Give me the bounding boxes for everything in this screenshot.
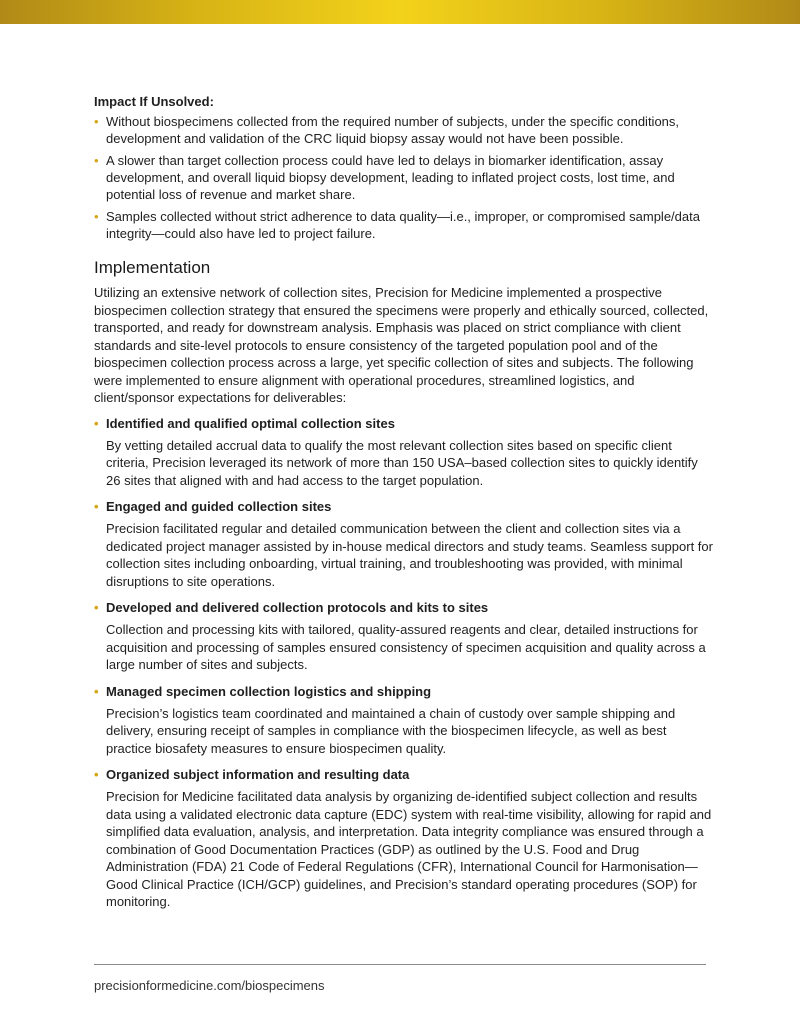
implementation-item-title: • Identified and qualified optimal collection sites xyxy=(94,415,395,431)
impact-bullet: • Without biospecimens collected from the required number of subjects, under the specific conditions, development and validation of the CRC liquid biopsy assay would not have been possible. xyxy=(94,114,680,146)
implementation-item xyxy=(94,683,714,758)
bullet-dot-icon: • xyxy=(94,415,99,431)
implementation-item-body: Precision’s logistics team coordinated and maintained a chain of custody over sample shipping and delivery, ensuring receipt of samples in compliance with the biospecimen lifecycle, as well as best practice biosafety measures to ensure biospecimen quality. xyxy=(106,705,676,756)
implementation-item-title: • Managed specimen collection logistics and shipping xyxy=(94,683,432,699)
implementation-heading: Implementation xyxy=(94,258,211,277)
implementation-item-title: • Developed and delivered collection protocols and kits to sites xyxy=(94,600,489,615)
implementation-item-body: Precision facilitated regular and detailed communication between the client and collection sites via a dedicated project manager assisted by in-house medical directors and study teams. Seamless support for collection sites including onboarding, virtual training, and troubleshooting was provided, with minimal disruptions to site operations. xyxy=(106,521,713,589)
implementation-intro: Utilizing an extensive network of collection sites, Precision for Medicine implemented a prospective biospecimen collection strategy that ensured the specimens were properly and ethically sourced, collected, transported, and ready for downstream analysis. Emphasis was placed on strict compliance with client standards and site-level protocols to ensure consistency of the targeted population pool and of the biospecimen collection process across a large, yet specific collection of sites and subjects. The following were implemented to ensure alignment with operational procedures, streamlined logistics, and client/sponsor expectations for deliverables: xyxy=(94,285,709,405)
implementation-item xyxy=(94,498,714,590)
bullet-dot-icon: • xyxy=(94,683,99,699)
header-gold-bar xyxy=(0,0,800,24)
implementation-item xyxy=(94,415,714,490)
bullet-dot-icon: • xyxy=(94,209,99,224)
bullet-dot-icon: • xyxy=(94,499,99,514)
impact-bullet-list xyxy=(94,113,714,242)
bullet-dot-icon: • xyxy=(94,153,99,168)
footer-website-link[interactable]: precisionformedicine.com/biospecimens xyxy=(94,978,325,993)
implementation-item xyxy=(94,766,714,911)
implementation-item xyxy=(94,599,714,674)
bullet-dot-icon: • xyxy=(94,767,99,782)
impact-bullet: • Samples collected without strict adherence to data quality—i.e., improper, or compromised sample/data integrity—could also have led to project failure. xyxy=(94,209,700,241)
footer-divider xyxy=(94,964,706,965)
implementation-item-title: • Organized subject information and resulting data xyxy=(94,767,410,782)
implementation-item-body: By vetting detailed accrual data to qualify the most relevant collection sites based on specific client criteria, Precision leveraged its network of more than 150 USA–based collection sites to quickly identify 26 sites that aligned with and had access to the target population. xyxy=(106,437,698,488)
impact-heading: Impact If Unsolved: xyxy=(94,94,214,109)
bullet-dot-icon: • xyxy=(94,114,99,129)
implementation-item-body: Collection and processing kits with tailored, quality-assured reagents and clear, detailed instructions for acquisition and processing of samples ensured consistency of specimen acquisition and quality across a large number of sites and subjects. xyxy=(106,622,706,672)
page-content xyxy=(94,93,714,920)
implementation-item-title: • Engaged and guided collection sites xyxy=(94,499,332,514)
implementation-item-body: Precision for Medicine facilitated data analysis by organizing de-identified subject collection and results data using a validated electronic data capture (EDC) system with real-time visibility, allowing for rapid and simplified data evaluation, analysis, and interpretation. Data integrity compliance was ensured through a combination of Good Documentation Practices (GDP) as outlined by the U.S. Food and Drug Administration (FDA) 21 Code of Federal Regulations (CFR), International Council for Harmonisation—Good Clinical Practice (ICH/GCP) guidelines, and Precision’s standard operating procedures (SOP) for monitoring. xyxy=(106,789,712,909)
impact-bullet: • A slower than target collection process could have led to delays in biomarker identification, assay development, and overall liquid biopsy development, leading to inflated project costs, lost time, and potential loss of revenue and market share. xyxy=(94,153,675,202)
bullet-dot-icon: • xyxy=(94,600,99,615)
